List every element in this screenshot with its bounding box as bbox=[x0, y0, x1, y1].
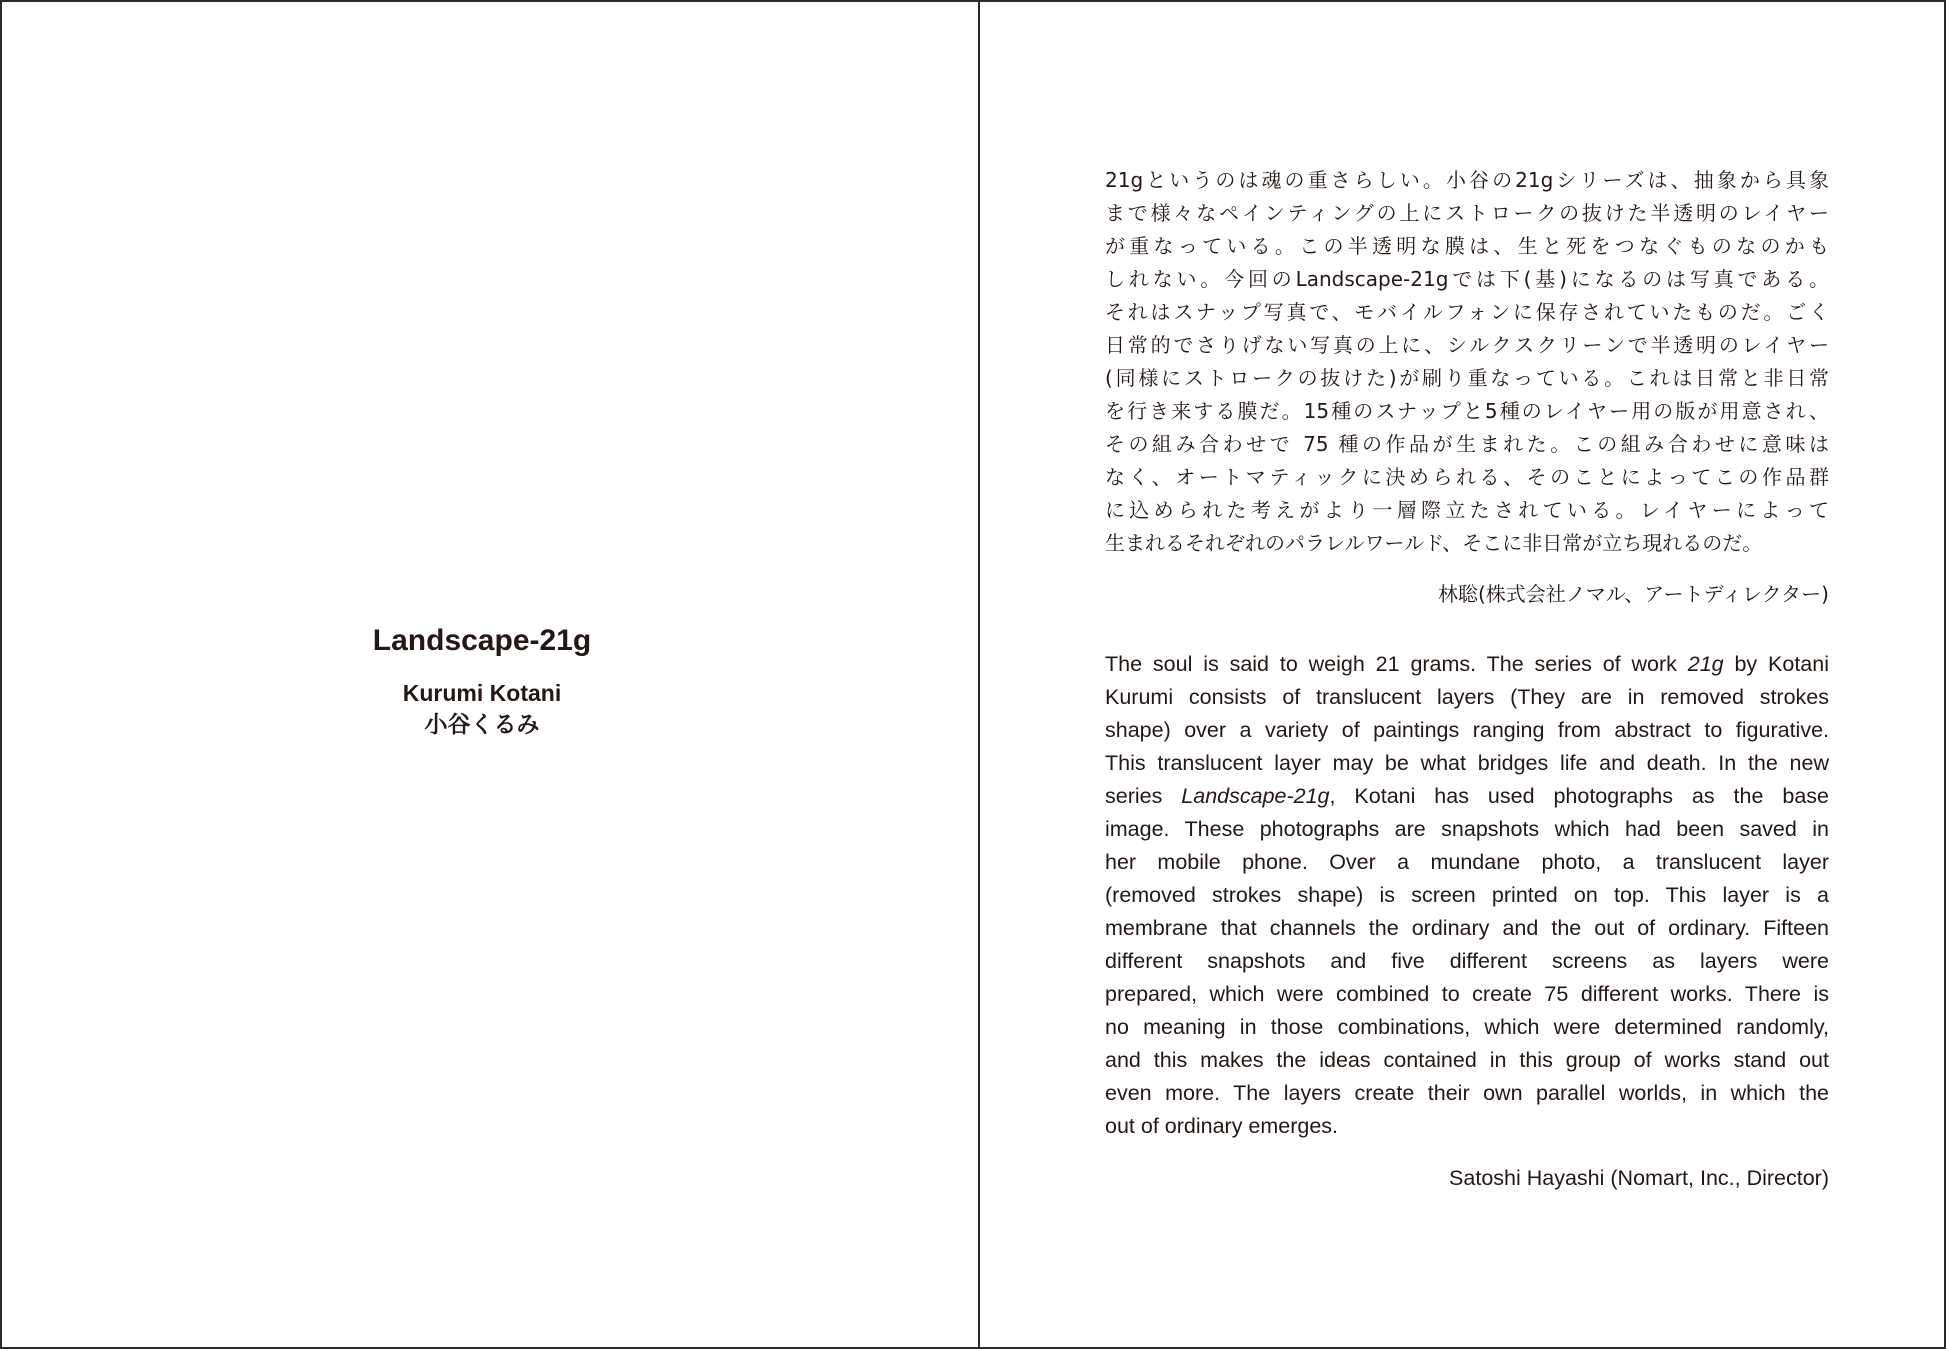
en-author-credit: Satoshi Hayashi (Nomart, Inc., Director) bbox=[1449, 1166, 1829, 1190]
ja-line: まで様々なペインティングの上にストロークの抜けた半透明のレイヤー bbox=[1105, 201, 1829, 225]
ja-line: 日常的でさりげない写真の上に、シルクスクリーンで半透明のレイヤー bbox=[1105, 333, 1829, 357]
ja-line: 21gというのは魂の重さらしい。小谷の21gシリーズは、抽象から具象 bbox=[1105, 168, 1829, 192]
en-line bbox=[1105, 780, 1829, 813]
ja-line: その組み合わせで 75 種の作品が生まれた。この組み合わせに意味は bbox=[1105, 432, 1829, 456]
en-text: The soul is said to weigh 21 grams. The series of work bbox=[1105, 652, 1688, 676]
artist-name-en: Kurumi Kotani bbox=[402, 680, 562, 706]
ja-line: が重なっている。この半透明な膜は、生と死をつなぐものなのかも bbox=[1105, 234, 1829, 258]
ja-line: それはスナップ写真で、モバイルフォンに保存されていたものだ。ごく bbox=[1105, 300, 1829, 324]
work-title-landscape: Landscape-21g bbox=[1181, 784, 1330, 808]
ja-author-credit: 林聡(株式会社ノマル、アートディレクター) bbox=[1437, 582, 1829, 606]
en-line: even more. The layers create their own parallel worlds, in which the bbox=[1105, 1081, 1829, 1105]
en-line: out of ordinary emerges. bbox=[1105, 1114, 1339, 1138]
en-text: by Kotani bbox=[1723, 652, 1829, 676]
en-line: her mobile phone. Over a mundane photo, a translucent layer bbox=[1105, 850, 1829, 874]
japanese-essay bbox=[1105, 164, 1829, 611]
title-block bbox=[282, 620, 682, 740]
en-line: different snapshots and five different screens as layers were bbox=[1105, 949, 1829, 973]
en-line: This translucent layer may be what bridges life and death. In the new bbox=[1105, 751, 1829, 775]
en-text: series bbox=[1105, 784, 1182, 808]
english-essay bbox=[1105, 648, 1829, 1195]
exhibition-title: Landscape-21g bbox=[372, 624, 592, 657]
ja-line: に込められた考えがより一層際立たされている。レイヤーによって bbox=[1105, 498, 1829, 522]
en-line: (removed strokes shape) is screen printed on top. This layer is a bbox=[1105, 883, 1829, 907]
artist-name-ja: 小谷くるみ bbox=[424, 711, 540, 737]
en-line: prepared, which were combined to create 75 different works. There is bbox=[1105, 982, 1829, 1006]
en-line: image. These photographs are snapshots which had been saved in bbox=[1105, 817, 1829, 841]
ja-line: (同様にストロークの抜けた)が刷り重なっている。これは日常と非日常 bbox=[1105, 366, 1829, 390]
page-gutter bbox=[978, 2, 980, 1347]
en-text: , Kotani has used photographs as the base bbox=[1329, 784, 1829, 808]
work-title-21g: 21g bbox=[1687, 652, 1724, 676]
en-line: shape) over a variety of paintings ranging from abstract to figurative. bbox=[1105, 718, 1829, 742]
ja-line: 生まれるそれぞれのパラレルワールド、そこに非日常が立ち現れるのだ。 bbox=[1105, 531, 1763, 555]
en-line: Kurumi consists of translucent layers (They are in removed strokes bbox=[1105, 685, 1829, 709]
ja-line: を行き来する膜だ。15種のスナップと5種のレイヤー用の版が用意され、 bbox=[1105, 399, 1829, 423]
ja-line: なく、オートマティックに決められる、そのことによってこの作品群 bbox=[1105, 465, 1829, 489]
en-line: and this makes the ideas contained in this group of works stand out bbox=[1105, 1048, 1829, 1072]
en-line: no meaning in those combinations, which were determined randomly, bbox=[1105, 1015, 1829, 1039]
en-line: membrane that channels the ordinary and the out of ordinary. Fifteen bbox=[1105, 916, 1829, 940]
en-line bbox=[1105, 648, 1829, 681]
ja-line: しれない。今回のLandscape-21gでは下(基)になるのは写真である。 bbox=[1105, 267, 1829, 291]
